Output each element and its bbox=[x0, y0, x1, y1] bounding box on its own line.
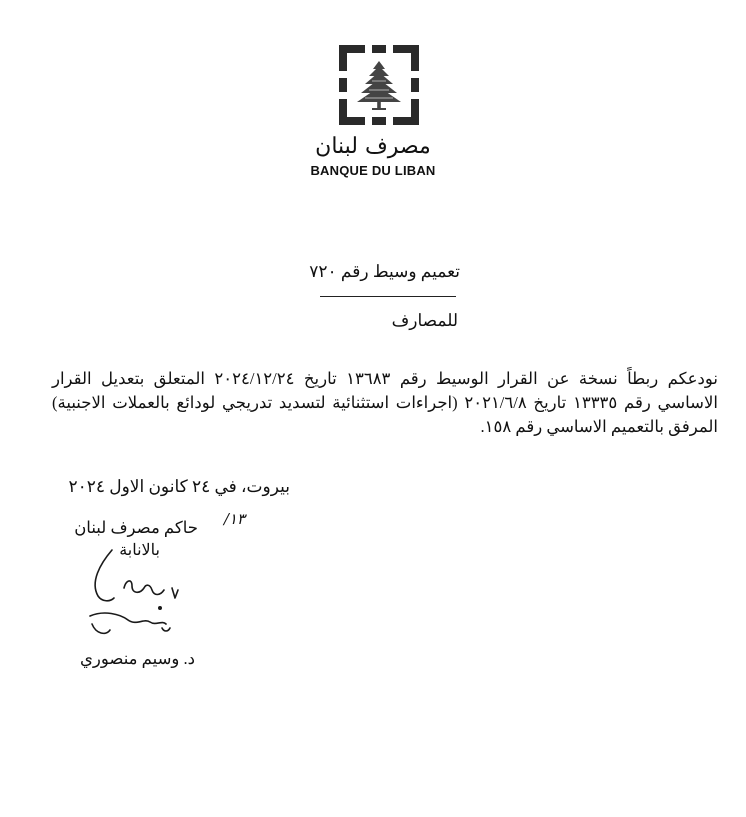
bank-name-arabic: مصرف لبنان bbox=[315, 134, 431, 159]
signer-name: د. وسيم منصوري bbox=[79, 649, 195, 668]
initials-text: ١٣/ bbox=[223, 510, 245, 528]
addressee: للمصارف bbox=[391, 311, 458, 330]
circular-title: تعميم وسيط رقم ٧٢٠ bbox=[309, 262, 460, 281]
circular-body: نودعكم ربطاً نسخة عن القرار الوسيط رقم ١٣٦٨٣ تاريخ ٢٠٢٤/١٢/٢٤ المتعلق بتعديل القرار الاساسي رقم ١٣٣٣٥ تاريخ ٢٠٢١/٦/٨ (اجراءات استثنائية لتسديد تدريجي لودائع بالعملات الاجنبية) المرفق بالتعميم الاساسي رقم ١٥٨. bbox=[52, 369, 718, 436]
date-line: بيروت، في ٢٤ كانون الاول ٢٠٢٤ bbox=[68, 477, 290, 496]
handwritten-initials bbox=[205, 510, 245, 536]
cedar-emblem-icon bbox=[339, 45, 419, 125]
signatory-title: حاكم مصرف لبنان bbox=[74, 518, 198, 537]
acting-capacity: بالانابة bbox=[119, 542, 160, 559]
bank-name-french: BANQUE DU LIBAN bbox=[310, 163, 436, 178]
handwritten-signature-icon bbox=[80, 538, 190, 648]
title-divider bbox=[320, 296, 456, 297]
